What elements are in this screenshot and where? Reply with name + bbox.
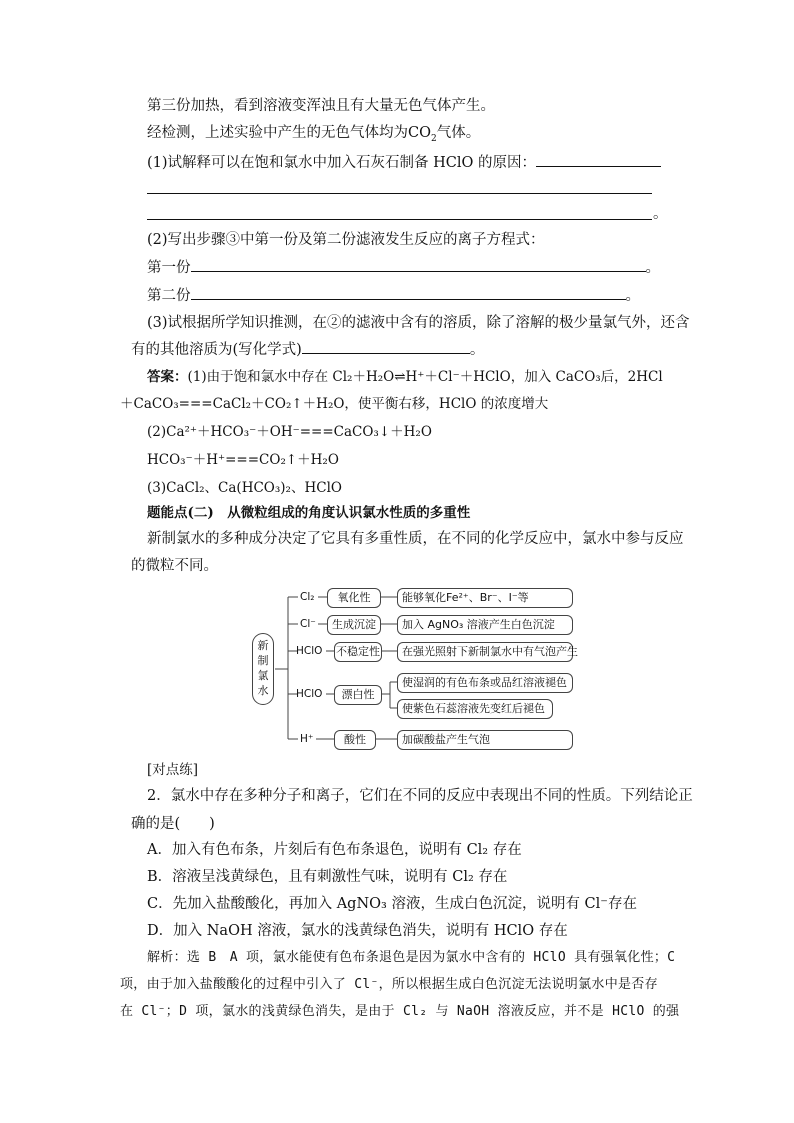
property-box: 漂白性 xyxy=(334,685,382,705)
answer-line xyxy=(147,367,663,387)
center-char: 新 xyxy=(257,639,269,652)
answer-line: ＋CaCO₃===CaCl₂＋CO₂↑＋H₂O，使平衡右移，HClO 的浓度增大 xyxy=(120,396,549,412)
question-3-cont xyxy=(131,339,484,360)
answer-blank[interactable] xyxy=(191,285,626,300)
description-box: 能够氧化Fe²⁺、Br⁻、I⁻等 xyxy=(397,588,573,608)
description-box: 加入 AgNO₃ 溶液产生白色沉淀 xyxy=(397,615,573,635)
property-box: 氧化性 xyxy=(327,588,381,608)
text-span: 气体。 xyxy=(436,125,481,141)
answer-blank[interactable] xyxy=(191,257,646,272)
label-second: 第二份 xyxy=(147,288,191,304)
option-a: A．加入有色布条，片刻后有色布条退色，说明有 Cl₂ 存在 xyxy=(147,842,522,858)
species-label: Cl₂ xyxy=(300,591,315,603)
question-1 xyxy=(147,152,661,173)
answer-blank-line[interactable] xyxy=(147,219,652,220)
answer-blank[interactable] xyxy=(302,339,470,354)
first-portion-line xyxy=(147,257,660,278)
analysis-line: 在 Cl⁻；D 项，氯水的浅黄绿色消失，是由于 Cl₂ 与 NaOH 溶液反应，并不是 HClO 的强 xyxy=(120,1004,680,1019)
practice-label: [对点练] xyxy=(147,762,199,778)
answer-blank[interactable] xyxy=(536,152,661,167)
answer-line: (2)Ca²⁺＋HCO₃⁻＋OH⁻===CaCO₃↓＋H₂O xyxy=(147,424,432,440)
answer-blank-line[interactable] xyxy=(147,193,652,194)
period: 。 xyxy=(469,342,485,358)
answer-label: 答案： xyxy=(147,369,188,385)
question-2: (2)写出步骤③中第一份及第二份滤液发生反应的离子方程式： xyxy=(147,232,545,248)
label-first: 第一份 xyxy=(147,260,191,276)
formula-co2: CO xyxy=(408,125,431,141)
description-box: 使紫色石蕊溶液先变红后褪色 xyxy=(397,699,553,719)
period: 。 xyxy=(625,288,640,304)
center-char: 水 xyxy=(257,684,269,697)
second-portion-line xyxy=(147,285,640,306)
species-label: H⁺ xyxy=(300,733,314,745)
option-d: D．加入 NaOH 溶液，氯水的浅黄绿色消失，说明有 HClO 存在 xyxy=(147,923,568,939)
species-label: HClO xyxy=(296,688,323,700)
diagram-connectors xyxy=(250,585,580,750)
description-box: 使湿润的有色布条或品红溶液褪色 xyxy=(397,673,573,693)
property-box: 生成沉淀 xyxy=(327,615,381,635)
practice-question-cont: 确的是( ) xyxy=(131,816,215,832)
section-heading: 题能点(二) 从微粒组成的角度认识氯水性质的多重性 xyxy=(147,505,471,521)
option-b: B．溶液呈浅黄绿色，且有刺激性气味，说明有 Cl₂ 存在 xyxy=(147,869,508,885)
species-label: HClO xyxy=(296,645,323,657)
question-3-text: 有的其他溶质为(写化学式) xyxy=(131,342,302,358)
chlorine-water-diagram xyxy=(250,585,580,750)
intro-line: 新制氯水的多种成分决定了它具有多重性质，在不同的化学反应中，氯水中参与反应 xyxy=(147,531,684,547)
answer-text: (1)由于饱和氯水中存在 Cl₂＋H₂O⇌H⁺＋Cl⁻＋HClO，加入 CaCO₃后，2HCl xyxy=(187,369,663,385)
answer-line: HCO₃⁻＋H⁺===CO₂↑＋H₂O xyxy=(147,452,339,468)
property-box: 酸性 xyxy=(334,730,376,750)
property-box: 不稳定性 xyxy=(334,642,382,662)
question-1-text: (1)试解释可以在饱和氯水中加入石灰石制备 HClO 的原因： xyxy=(147,155,537,171)
analysis-line: 项，由于加入盐酸酸化的过程中引入了 Cl⁻，所以根据生成白色沉淀无法说明氯水中是否存 xyxy=(120,977,658,992)
intro-line: 的微粒不同。 xyxy=(131,558,218,574)
text-span: 经检测，上述实验中产生的无色气体均为 xyxy=(147,125,408,141)
description-box: 加碳酸盐产生气泡 xyxy=(397,730,573,750)
analysis-line: 解析：选 B A 项，氯水能使有色布条退色是因为氯水中含有的 HClO 具有强氧化性；C xyxy=(147,950,676,965)
text-line: 第三份加热，看到溶液变浑浊且有大量无色气体产生。 xyxy=(147,98,495,114)
option-c: C．先加入盐酸酸化，再加入 AgNO₃ 溶液，生成白色沉淀，说明有 Cl⁻存在 xyxy=(147,896,637,912)
period: 。 xyxy=(653,206,668,222)
answer-line: (3)CaCl₂、Ca(HCO₃)₂、HClO xyxy=(147,480,342,496)
description-box: 在强光照射下新制氯水中有气泡产生 xyxy=(397,642,573,662)
center-char: 制 xyxy=(257,654,269,667)
species-label: Cl⁻ xyxy=(300,618,316,630)
practice-question: 2．氯水中存在多种分子和离子，它们在不同的反应中表现出不同的性质。下列结论正 xyxy=(147,788,693,804)
question-3: (3)试根据所学知识推测，在②的滤液中含有的溶质，除了溶解的极少量氯气外，还含 xyxy=(147,315,690,331)
period: 。 xyxy=(645,260,660,276)
subscript: 2 xyxy=(430,133,437,144)
center-char: 氯 xyxy=(257,669,269,682)
center-label-fresh-chlorine-water xyxy=(252,633,274,705)
text-line xyxy=(147,123,480,143)
